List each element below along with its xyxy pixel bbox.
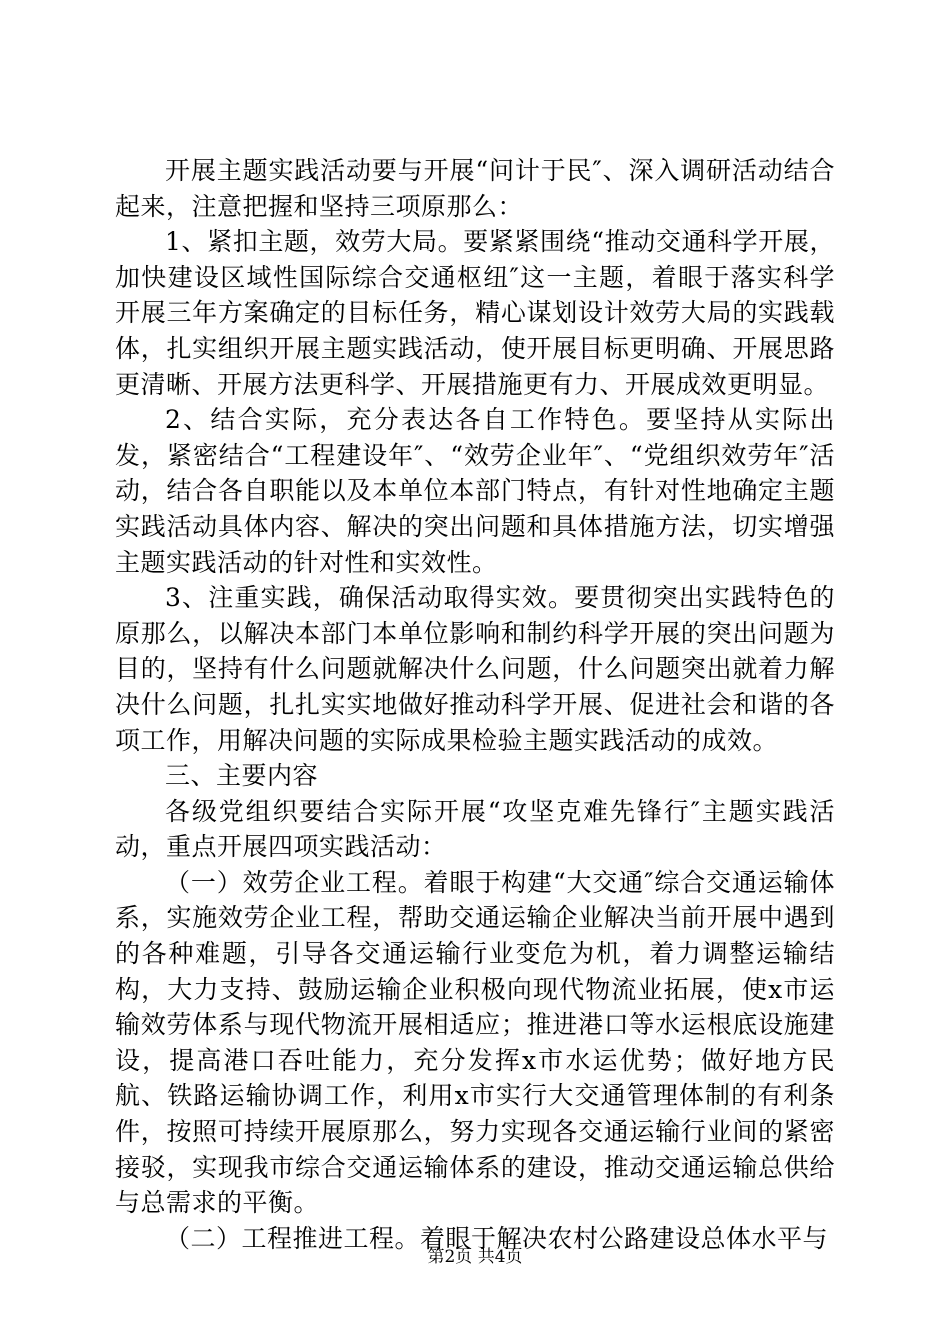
- paragraph-activity-1: （一）效劳企业工程。着眼于构建“大交通″综合交通运输体系，实施效劳企业工程，帮助交通运输企业解决当前开展中遇到的各种难题，引导各交通运输行业变危为机，着力调整运输结构，大力支持、鼓励运输企业积极向现代物流业拓展，使x市运输效劳体系与现代物流开展相适应；推进港口等水运根底设施建设，提高港口吞吐能力，充分发挥x市水运优势；做好地方民航、铁路运输协调工作，利用x市实行大交通管理体制的有利条件，按照可持续开展原那么，努力实现各交通运输行业间的紧密接驳，实现我市综合交通运输体系的建设，推动交通运输总供给与总需求的平衡。: [115, 867, 835, 1218]
- paragraph-intro: 开展主题实践活动要与开展“问计于民″、深入调研活动结合起来，注意把握和坚持三项原那么：: [115, 156, 835, 221]
- section-heading-main-content: 三、主要内容: [165, 761, 319, 791]
- document-body: [115, 153, 835, 1256]
- paragraph-principle-1: 1、紧扣主题，效劳大局。要紧紧围绕“推动交通科学开展，加快建设区域性国际综合交通枢纽″这一主题，着眼于落实科学开展三年方案确定的目标任务，精心谋划设计效劳大局的实践载体，扎实组织开展主题实践活动，使开展目标更明确、开展思路更清晰、开展方法更科学、开展措施更有力、开展成效更明显。: [115, 227, 835, 399]
- page-footer: 第2页 共4页: [427, 1247, 523, 1267]
- paragraph-principle-3: 3、注重实践，确保活动取得实效。要贯彻突出实践特色的原那么，以解决本部门本单位影响和制约科学开展的突出问题为目的，坚持有什么问题就解决什么问题，什么问题突出就着力解决什么问题，扎扎实实地做好推动科学开展、促进社会和谐的各项工作，用解决问题的实际成果检验主题实践活动的成效。: [115, 583, 835, 755]
- paragraph-activity-2: （二）工程推进工程。着眼于解决农村公路建设总体水平与: [165, 1223, 829, 1253]
- paragraph-principle-2: 2、结合实际，充分表达各自工作特色。要坚持从实际出发，紧密结合“工程建设年″、“效劳企业年″、“党组织效劳年″活动，结合各自职能以及本单位本部门特点，有针对性地确定主题实践活动具体内容、解决的突出问题和具体措施方法，切实增强主题实践活动的针对性和实效性。: [115, 405, 835, 577]
- paragraph-activities-intro: 各级党组织要结合实际开展“攻坚克难先锋行″主题实践活动，重点开展四项实践活动：: [115, 796, 835, 862]
